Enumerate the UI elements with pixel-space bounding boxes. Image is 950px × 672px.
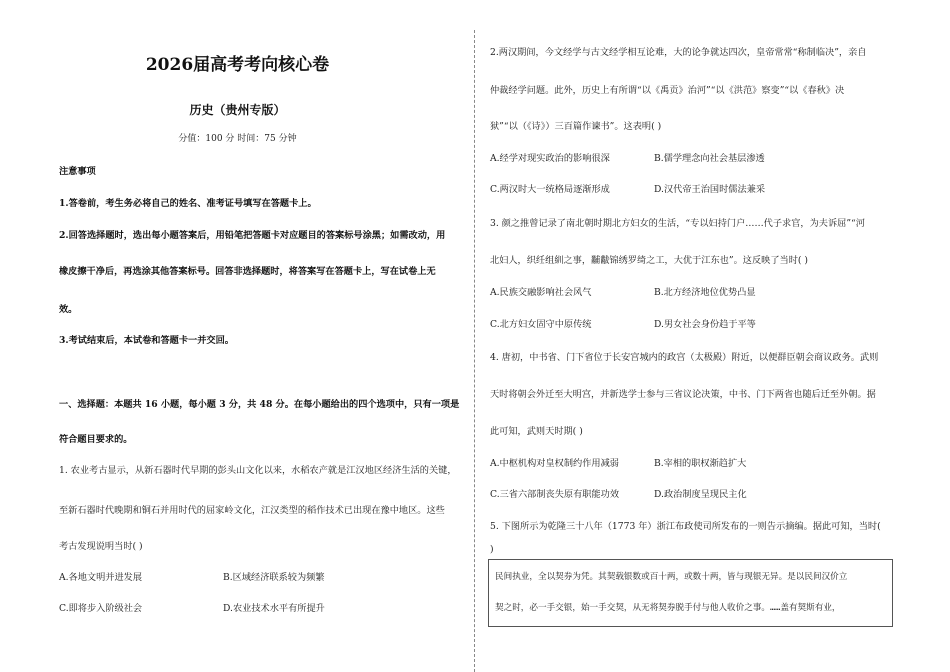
q4-stem: 此可知，武则天时期( ) (490, 426, 583, 437)
exam-title: 2026届高考考向核心卷 (145, 55, 330, 75)
exam-subtitle: 历史（贵州专版） (189, 103, 286, 117)
q5-stem: 5. 下图所示为乾隆三十八年（1773 年）浙江布政使司所发布的一则告示摘编。据此可知，当时( (490, 521, 881, 532)
q2-option-b: B.儒学理念向社会基层渗透 (654, 153, 765, 164)
q5-passage-line: 契之时，必一手交银，始一手交契，从无将契券脱手付与他人收价之事。……盖有契斯有业， (495, 603, 841, 613)
q4-option-b: B.宰相的职权渐趋扩大 (654, 458, 747, 469)
q2-option-d: D.汉代帝王治国时儒法兼采 (654, 184, 766, 195)
q4-option-a: A.中枢机构对皇权制约作用减弱 (490, 458, 619, 469)
q2-stem: 仲裁经学问题。此外，历史上有所谓“以《禹贡》治河”“以《洪范》察变”“以《春秋》决 (490, 85, 845, 96)
note-line: 1.答卷前，考生务必将自己的姓名、准考证号填写在答题卡上。 (59, 198, 317, 209)
q5-passage-line: 民间执业，全以契券为凭。其契载银数或百十两，或数十两，皆与现银无异。是以民间汉价立 (495, 572, 848, 582)
q5-stem: ) (490, 544, 494, 555)
note-line: 效。 (59, 304, 78, 315)
section-heading-cont: 符合题目要求的。 (59, 434, 133, 445)
q5-passage-box (488, 559, 893, 627)
note-line: 橡皮擦干净后，再选涂其他答案标号。回答非选择题时，将答案写在答题卡上，写在试卷上无 (59, 266, 436, 277)
q1-option-d: D.农业技术水平有所提升 (223, 603, 325, 614)
notes-heading: 注意事项 (59, 166, 96, 177)
q1-option-c: C.即将步入阶级社会 (59, 603, 143, 614)
note-line: 2.回答选择题时，选出每小题答案后，用铅笔把答题卡对应题目的答案标号涂黑；如需改动，用 (59, 230, 446, 241)
q1-stem: 考古发现说明当时( ) (59, 541, 143, 552)
q1-option-b: B.区域经济联系较为频繁 (223, 572, 325, 583)
q4-option-c: C.三省六部制丧失原有职能功效 (490, 489, 620, 500)
q3-option-a: A.民族交融影响社会风气 (490, 287, 592, 298)
section-heading: 一、选择题：本题共 16 小题，每小题 3 分，共 48 分。在每小题给出的四个选项中，只有一项是 (59, 399, 460, 410)
q3-stem: 北妇人，织纴组紃之事，黼黻锦绣罗绮之工，大优于江东也”。这反映了当时( ) (490, 255, 808, 266)
q1-stem: 1. 农业考古显示，从新石器时代早期的彭头山文化以来，水稻农产就是江汉地区经济生活的关键， (59, 465, 457, 476)
note-line: 3.考试结束后，本试卷和答题卡一并交回。 (59, 335, 234, 346)
column-divider (474, 30, 475, 672)
q4-stem: 4. 唐初，中书省、门下省位于长安宫城内的政宫（太极殿）附近，以便群臣朝会商议政务。武则 (490, 352, 879, 363)
q1-option-a: A.各地文明并进发展 (59, 572, 143, 583)
q4-option-d: D.政治制度呈现民主化 (654, 489, 747, 500)
q2-option-c: C.两汉时大一统格局逐渐形成 (490, 184, 610, 195)
q4-stem: 天时将朝会外迁至大明宫，并新选学士参与三省议论决策，中书、门下两省也随后迁至外朝。据 (490, 389, 876, 400)
q2-stem: 狱”“以（《诗》）三百篇作谏书”。这表明( ) (490, 121, 662, 132)
exam-info: 分值：100 分 时间：75 分钟 (178, 134, 297, 144)
q2-option-a: A.经学对现实政治的影响很深 (490, 153, 610, 164)
q3-stem: 3. 颜之推曾记录了南北朝时期北方妇女的生活，“专以妇持门户……代子求官，为夫诉屈”“河 (490, 218, 865, 229)
q3-option-b: B.北方经济地位优势凸显 (654, 287, 756, 298)
q2-stem: 2.两汉期间，今文经学与古文经学相互论难，大的论争就达四次，皇帝常常“称制临决”，亲自 (490, 47, 867, 58)
q1-stem: 至新石器时代晚期和铜石并用时代的屈家岭文化，江汉类型的稻作技术已出现在豫中地区。这些 (59, 505, 445, 516)
q3-option-d: D.男女社会身份趋于平等 (654, 319, 756, 330)
q3-option-c: C.北方妇女固守中原传统 (490, 319, 592, 330)
